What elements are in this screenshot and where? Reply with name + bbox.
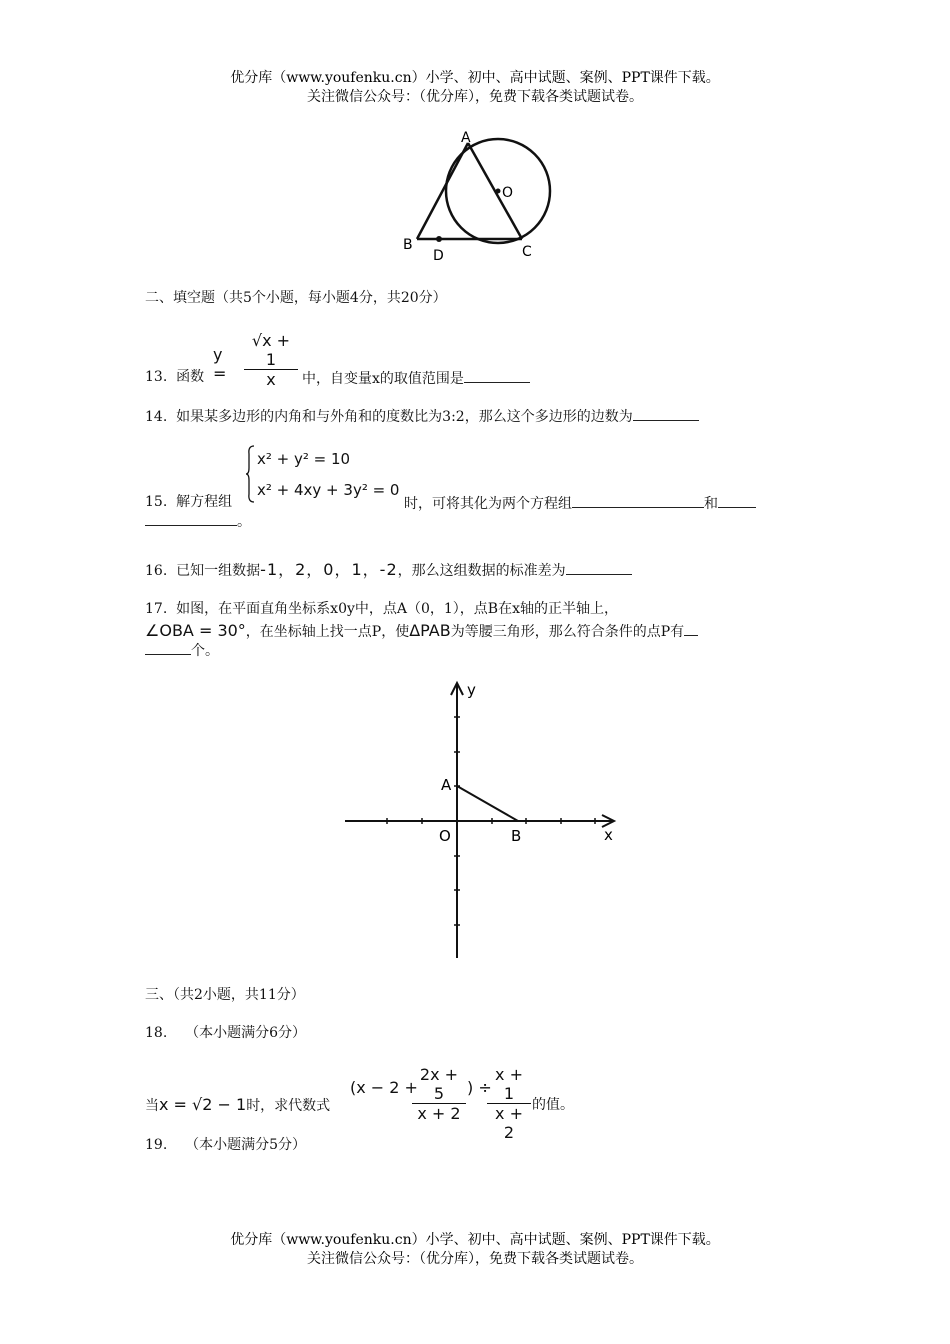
q16-number: 16. bbox=[145, 563, 168, 579]
section3-title: 三、（共2小题，共11分） bbox=[145, 987, 305, 1003]
center-point-o bbox=[496, 189, 501, 194]
q13-numerator: √x + 1 bbox=[244, 331, 298, 370]
q15-middle-line bbox=[404, 493, 756, 513]
q18-fraction-2-denominator: x + 2 bbox=[495, 1104, 523, 1142]
point-label-b: B bbox=[511, 827, 522, 845]
q14 bbox=[145, 406, 699, 426]
segment-ac bbox=[468, 143, 522, 239]
q15-equation-1: x² + y² = 10 bbox=[257, 450, 351, 468]
q16-answer-blank[interactable] bbox=[566, 560, 632, 575]
q15-line-2 bbox=[145, 511, 251, 531]
q18-fraction-1-numerator: 2x + 5 bbox=[412, 1065, 466, 1104]
label-a: A bbox=[461, 130, 471, 146]
q13-formula-lhs: y = bbox=[213, 345, 227, 383]
section2-title: 二、填空题（共5个小题，每小题4分，共20分） bbox=[145, 290, 447, 306]
q15-and: 和 bbox=[704, 496, 718, 512]
point-d bbox=[436, 236, 442, 242]
q15-equation-system bbox=[245, 444, 405, 504]
point-label-a: A bbox=[441, 776, 452, 794]
label-o: O bbox=[502, 185, 514, 201]
q18-middle: 时，求代数式 bbox=[246, 1098, 331, 1114]
q14-text: 如果某多边形的内角和与外角和的度数比为3:2，那么这个多边形的边数为 bbox=[176, 409, 633, 425]
q15-middle: 时，可将其化为两个方程组 bbox=[404, 496, 572, 512]
q18-number: 18. bbox=[145, 1025, 168, 1041]
q16-data: -1，2，0，1，-2 bbox=[260, 560, 398, 579]
q16-prefix: 已知一组数据 bbox=[176, 563, 261, 579]
q19-heading bbox=[145, 1136, 306, 1154]
q17-triangle: ΔPAB bbox=[409, 621, 451, 640]
q17-answer-blank-b[interactable] bbox=[145, 640, 191, 655]
q13 bbox=[145, 368, 204, 386]
segment-ba bbox=[417, 143, 468, 239]
q17-answer-blank-a[interactable] bbox=[684, 621, 698, 636]
q13-suffix: 中，自变量x的取值范围是 bbox=[302, 371, 464, 387]
q16 bbox=[145, 560, 632, 580]
q18-expression bbox=[350, 1065, 530, 1142]
q17-line-2 bbox=[145, 621, 698, 641]
q13-answer-blank[interactable] bbox=[464, 368, 530, 383]
q18-prefix: 当 bbox=[145, 1098, 159, 1114]
q15-prefix: 解方程组 bbox=[176, 494, 233, 510]
q14-number: 14. bbox=[145, 409, 168, 425]
point-label-o: O bbox=[439, 827, 451, 845]
label-d: D bbox=[433, 248, 444, 264]
q15-equation-2: x² + 4xy + 3y² = 0 bbox=[257, 481, 400, 499]
footer-line-2: 关注微信公众号：（优分库），免费下载各类试题试卷。 bbox=[307, 1251, 643, 1267]
q13-prefix: 函数 bbox=[176, 369, 205, 385]
q17-text-1: 如图，在平面直角坐标系x0y中，点A（0，1），点B在x轴的正半轴上， bbox=[176, 601, 618, 617]
q17-angle: ∠OBA = 30° bbox=[145, 621, 246, 640]
q15-number: 15. bbox=[145, 494, 168, 510]
q17-line-1 bbox=[145, 600, 618, 618]
q15-answer-blank-2a[interactable] bbox=[718, 493, 756, 508]
q19-score: （本小题满分5分） bbox=[185, 1137, 306, 1153]
circle-figure bbox=[395, 125, 565, 265]
header-line-1: 优分库（www.youfenku.cn）小学、初中、高中试题、案例、PPT课件下载。 bbox=[230, 70, 720, 86]
q18-body bbox=[145, 1096, 330, 1115]
left-brace-icon bbox=[245, 444, 255, 504]
q17-text-4: 个。 bbox=[191, 643, 219, 659]
q18-score: （本小题满分6分） bbox=[185, 1025, 306, 1041]
axis-label-y: y bbox=[467, 681, 476, 699]
q18-x-value: x = √2 − 1 bbox=[159, 1095, 247, 1114]
axis-label-x: x bbox=[604, 826, 613, 844]
q16-suffix: ，那么这组数据的标准差为 bbox=[397, 563, 566, 579]
label-c: C bbox=[522, 244, 532, 260]
q18-fraction-2 bbox=[487, 1065, 531, 1142]
q13-denominator: x bbox=[266, 370, 276, 389]
segment-ab bbox=[457, 786, 518, 821]
header-line-2: 关注微信公众号：（优分库），免费下载各类试题试卷。 bbox=[307, 89, 643, 105]
q18-suffix: 的值。 bbox=[532, 1097, 574, 1113]
axes-figure bbox=[340, 675, 625, 965]
q17-line-3 bbox=[145, 640, 219, 660]
q18-fraction-1 bbox=[412, 1065, 466, 1123]
q17-text-3: 为等腰三角形，那么符合条件的点P有 bbox=[450, 624, 685, 640]
footer-line-1: 优分库（www.youfenku.cn）小学、初中、高中试题、案例、PPT课件下载。 bbox=[230, 1232, 720, 1248]
q13-suffix-line bbox=[302, 368, 530, 388]
q15-answer-blank-2b[interactable] bbox=[145, 511, 237, 526]
q19-number: 19. bbox=[145, 1137, 168, 1153]
q17-number: 17. bbox=[145, 601, 168, 617]
q18-heading bbox=[145, 1024, 306, 1042]
q15-end: 。 bbox=[237, 514, 251, 530]
q18-fraction-2-numerator: x + 1 bbox=[487, 1065, 531, 1104]
q18-expr-close: ) ÷ bbox=[467, 1078, 492, 1097]
q15 bbox=[145, 493, 232, 511]
q17-text-2: ，在坐标轴上找一点P，使 bbox=[245, 624, 410, 640]
q15-answer-blank-1[interactable] bbox=[572, 493, 704, 508]
q13-fraction bbox=[244, 331, 298, 389]
label-b: B bbox=[403, 237, 413, 253]
q14-answer-blank[interactable] bbox=[633, 406, 699, 421]
q18-fraction-1-denominator: x + 2 bbox=[417, 1104, 461, 1123]
q18-expr-open: (x − 2 + bbox=[350, 1078, 418, 1097]
q13-number: 13. bbox=[145, 369, 168, 385]
